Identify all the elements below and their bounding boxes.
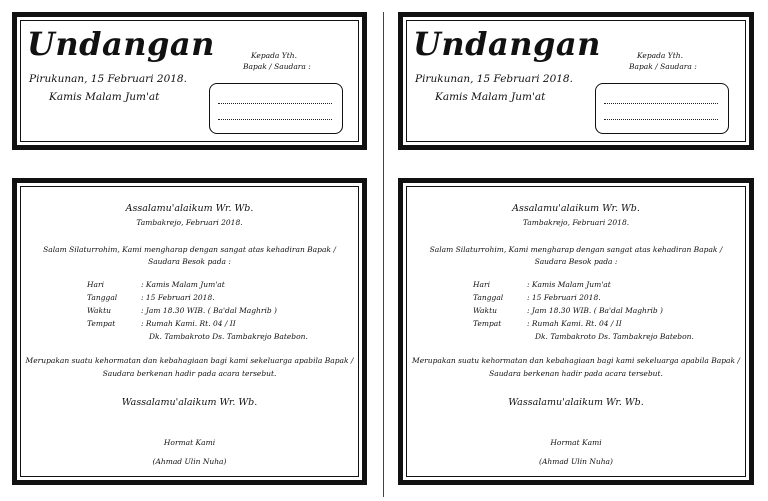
place-date: Pirukunan, 15 Februari 2018. bbox=[415, 73, 573, 85]
detail-row-tempat bbox=[473, 319, 501, 328]
closing-line-2: Saudara berkenan hadir pada acara tersebut. bbox=[102, 369, 277, 378]
detail-label: Tanggal bbox=[473, 293, 504, 302]
letter-frame-left bbox=[12, 178, 367, 485]
host-name: (Ahmad Ulin Nuha) bbox=[539, 457, 613, 466]
host-name: (Ahmad Ulin Nuha) bbox=[152, 457, 227, 466]
letter-frame-right bbox=[398, 178, 754, 485]
recipient-heading bbox=[243, 50, 311, 72]
detail-value: : Kamis Malam Jum'at bbox=[527, 280, 611, 289]
detail-label: Tanggal bbox=[87, 293, 118, 302]
invitation-title: Undangan bbox=[413, 25, 601, 63]
hormat-kami: Hormat Kami bbox=[163, 438, 216, 447]
address-line-2 bbox=[218, 119, 332, 120]
detail-row-waktu bbox=[87, 306, 111, 315]
detail-label: Hari bbox=[473, 280, 490, 289]
bapak-saudara-line: Bapak / Saudara : bbox=[243, 62, 311, 71]
closing-line-1: Merupakan suatu kehormatan dan kebahagiaan bagi kami sekeluarga apabila Bapak / bbox=[25, 356, 354, 365]
detail-row-waktu bbox=[473, 306, 497, 315]
letter-body bbox=[17, 183, 362, 480]
detail-label: Tempat bbox=[473, 319, 502, 328]
address-box[interactable] bbox=[209, 83, 343, 134]
wassalam: Wassalamu'alaikum Wr. Wb. bbox=[121, 397, 258, 408]
event-day: Kamis Malam Jum'at bbox=[435, 91, 546, 103]
address-box[interactable] bbox=[595, 83, 729, 134]
detail-row-tanggal bbox=[473, 293, 503, 302]
closing-line-2: Saudara berkenan hadir pada acara tersebut. bbox=[489, 369, 663, 378]
detail-row-tanggal bbox=[87, 293, 117, 302]
detail-value: : Jam 18.30 WIB. ( Ba'dal Maghrib ) bbox=[527, 306, 663, 315]
invitation-title: Undangan bbox=[27, 25, 215, 63]
letter-body bbox=[403, 183, 749, 480]
event-day: Kamis Malam Jum'at bbox=[49, 91, 160, 103]
detail-value: : Rumah Kami. Rt. 04 / II bbox=[527, 319, 622, 328]
detail-value: : Rumah Kami. Rt. 04 / II bbox=[141, 319, 236, 328]
address-line-1 bbox=[604, 103, 718, 104]
detail-row-hari bbox=[87, 280, 104, 289]
detail-label: Waktu bbox=[473, 306, 497, 315]
intro-line-2: Saudara Besok pada : bbox=[148, 257, 231, 266]
greeting: Assalamu'alaikum Wr. Wb. bbox=[125, 203, 254, 214]
greeting: Assalamu'alaikum Wr. Wb. bbox=[512, 203, 640, 214]
closing-line-1: Merupakan suatu kehormatan dan kebahagiaan bagi kami sekeluarga apabila Bapak / bbox=[412, 356, 740, 365]
letter-date: Tambakrejo, Februari 2018. bbox=[136, 218, 243, 227]
wassalam: Wassalamu'alaikum Wr. Wb. bbox=[508, 397, 644, 408]
place-date: Pirukunan, 15 Februari 2018. bbox=[29, 73, 187, 85]
detail-row-tempat bbox=[87, 319, 115, 328]
tempat-line-2: Dk. Tambakroto Ds. Tambakrejo Batebon. bbox=[535, 332, 694, 341]
intro-line-2: Saudara Besok pada : bbox=[534, 257, 618, 266]
envelope-frame-left bbox=[12, 12, 367, 150]
address-line-2 bbox=[604, 119, 718, 120]
kepada-line: Kepada Yth. bbox=[637, 51, 683, 60]
kepada-line: Kepada Yth. bbox=[251, 51, 297, 60]
intro-line-1: Salam Silaturrohim, Kami mengharap dengan sangat atas kehadiran Bapak / bbox=[429, 245, 723, 254]
detail-value: : Kamis Malam Jum'at bbox=[141, 280, 225, 289]
detail-value: : 15 Februari 2018. bbox=[527, 293, 601, 302]
tempat-line-2: Dk. Tambakroto Ds. Tambakrejo Batebon. bbox=[149, 332, 308, 341]
address-line-1 bbox=[218, 103, 332, 104]
detail-value: : 15 Februari 2018. bbox=[141, 293, 215, 302]
detail-label: Tempat bbox=[87, 319, 116, 328]
recipient-heading bbox=[629, 50, 697, 72]
detail-value: : Jam 18.30 WIB. ( Ba'dal Maghrib ) bbox=[141, 306, 277, 315]
intro-line-1: Salam Silaturrohim, Kami mengharap dengan sangat atas kehadiran Bapak / bbox=[43, 245, 336, 254]
page-divider bbox=[383, 12, 384, 497]
letter-date: Tambakrejo, Februari 2018. bbox=[522, 218, 630, 227]
detail-label: Waktu bbox=[87, 306, 111, 315]
detail-label: Hari bbox=[87, 280, 104, 289]
hormat-kami: Hormat Kami bbox=[550, 438, 602, 447]
envelope-frame-right bbox=[398, 12, 754, 150]
bapak-saudara-line: Bapak / Saudara : bbox=[629, 62, 697, 71]
detail-row-hari bbox=[473, 280, 490, 289]
